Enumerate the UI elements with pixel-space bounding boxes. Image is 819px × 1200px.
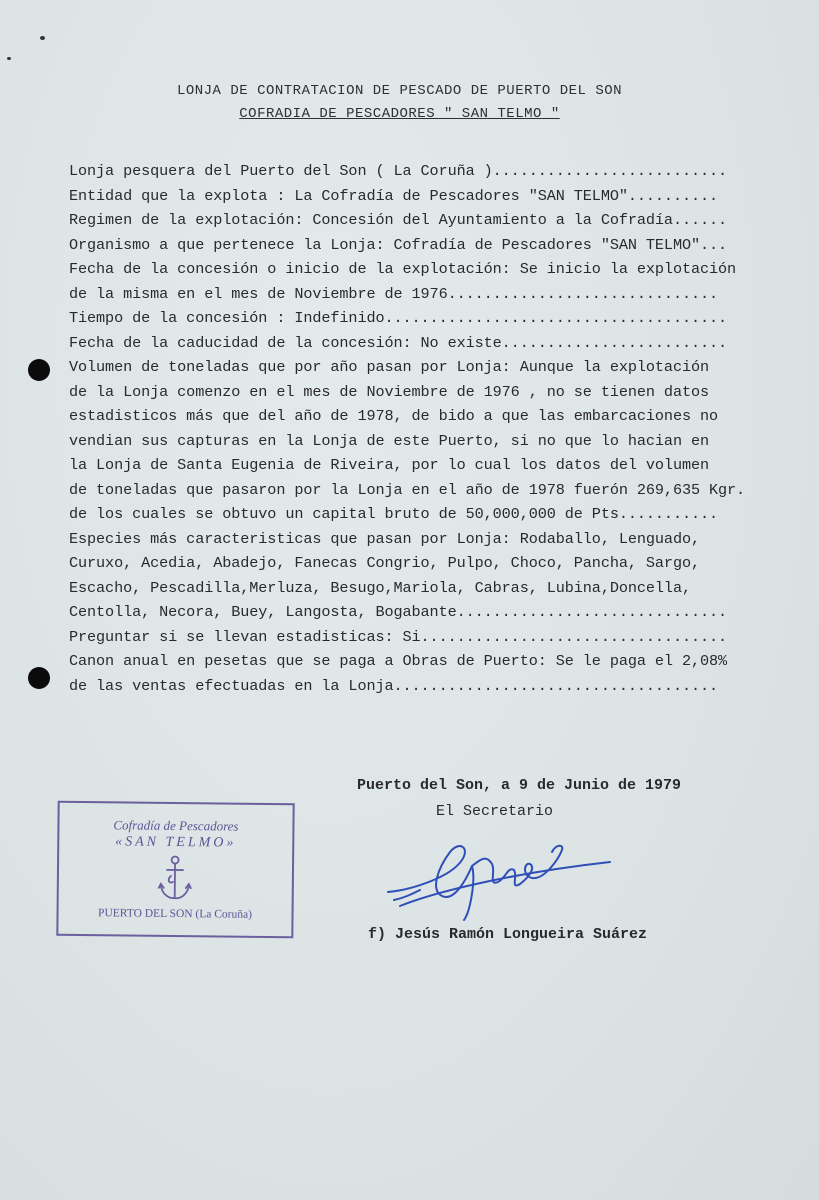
body-line: de las ventas efectuadas en la Lonja.................................... (69, 676, 719, 695)
body-line: Regimen de la explotación: Concesión del Ayuntamiento a la Cofradía...... (69, 211, 728, 229)
body-line: de los cuales se obtuvo un capital bruto de 50,000,000 de Pts........... (69, 505, 719, 523)
stamp-line: «SAN TELMO» (115, 834, 237, 851)
body-line: Volumen de toneladas que por año pasan por Lonja: Aunque la explotación (69, 358, 709, 376)
body-line: la Lonja de Santa Eugenia de Riveira, por lo cual los datos del volumen (69, 456, 709, 474)
document-title: LONJA DE CONTRATACION DE PESCADO DE PUERTO DEL SON (176, 83, 623, 99)
body-line: de la Lonja comenzo en el mes de Noviembre de 1976 , no se tienen datos (69, 382, 709, 401)
body-line: Escacho, Pescadilla,Merluza, Besugo,Mariola, Cabras, Lubina,Doncella, (69, 578, 691, 597)
place-date: Puerto del Son, a 9 de Junio de 1979 (357, 777, 682, 794)
stamp-line: Cofradía de Pescadores (113, 817, 239, 834)
document-subtitle: COFRADIA DE PESCADORES " SAN TELMO " (239, 106, 560, 122)
official-stamp (56, 801, 294, 938)
body-line: Preguntar si se llevan estadisticas: Si.................................. (69, 627, 728, 646)
body-line: Entidad que la explota : La Cofradía de Pescadores "SAN TELMO".......... (69, 186, 719, 205)
body-line: vendian sus capturas en la Lonja de este Puerto, si no que lo hacian en (69, 431, 709, 450)
body-line: Tiempo de la concesión : Indefinido...................................... (69, 309, 728, 327)
body-line: de toneladas que pasaron por la Lonja en el año de 1978 fuerón 269,635 Kgr. (69, 480, 746, 499)
body-line: Fecha de la caducidad de la concesión: No existe......................... (69, 333, 728, 352)
anchor-icon (157, 854, 194, 902)
punch-hole (28, 667, 50, 689)
handwritten-signature (380, 820, 620, 930)
body-line: Especies más caracteristicas que pasan por Lonja: Rodaballo, Lenguado, (69, 529, 700, 548)
signer-role: El Secretario (436, 803, 554, 820)
body-line: Organismo a que pertenece la Lonja: Cofradía de Pescadores "SAN TELMO"... (69, 235, 728, 254)
document-body (69, 159, 781, 698)
body-line: Lonja pesquera del Puerto del Son ( La Coruña ).......................... (69, 162, 728, 180)
body-line: de la misma en el mes de Noviembre de 1976.............................. (69, 284, 719, 303)
ink-speck (7, 57, 11, 60)
body-line: Centolla, Necora, Buey, Langosta, Bogabante.............................. (69, 603, 728, 621)
body-line: Canon anual en pesetas que se paga a Obras de Puerto: Se le paga el 2,08% (69, 652, 728, 670)
punch-hole (28, 359, 50, 381)
body-line: estadisticos más que del año de 1978, de bido a que las embarcaciones no (69, 407, 719, 425)
body-line: Fecha de la concesión o inicio de la explotación: Se inicio la explotación (69, 260, 737, 278)
ink-speck (40, 36, 45, 40)
stamp-line: PUERTO DEL SON (La Coruña) (98, 907, 253, 921)
signer-name: f) Jesús Ramón Longueira Suárez (368, 926, 648, 943)
body-line: Curuxo, Acedia, Abadejo, Fanecas Congrio, Pulpo, Choco, Pancha, Sargo, (69, 554, 700, 572)
